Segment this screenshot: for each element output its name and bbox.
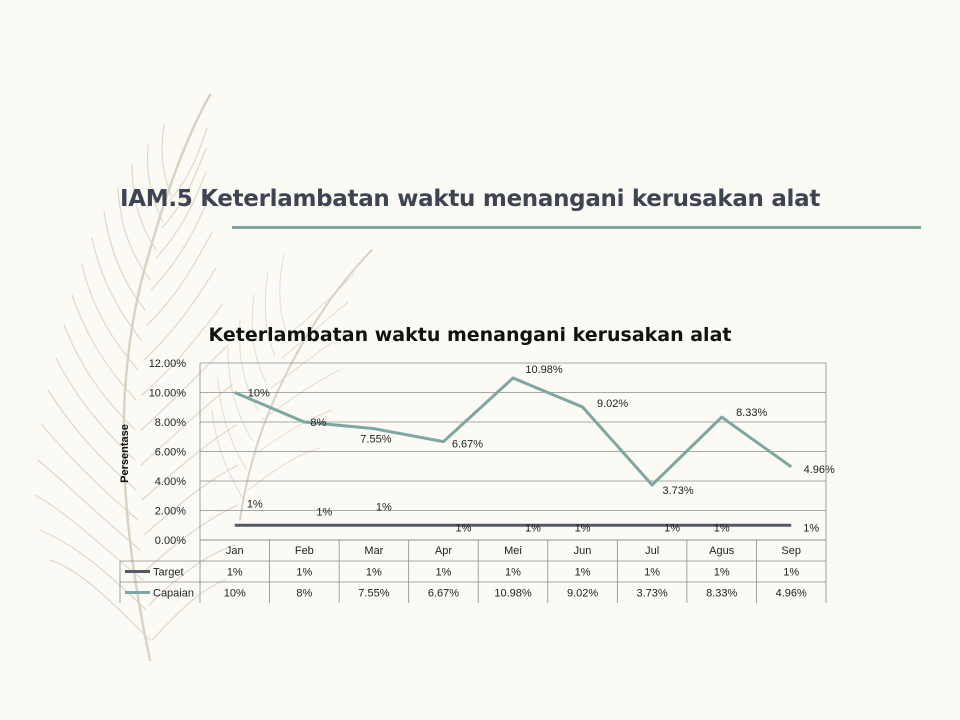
table-cell: 3.73%: [636, 587, 668, 600]
table-cell: 8.33%: [706, 587, 738, 600]
y-axis-label: Persentase: [119, 424, 131, 483]
table-cell: 6.67%: [427, 587, 460, 600]
table-cell: 1%: [365, 566, 382, 579]
legend-label-target: Target: [153, 566, 184, 579]
table-cell: 1%: [713, 566, 730, 579]
y-tick-label: 4.00%: [154, 476, 186, 488]
x-tick-label: Mar: [364, 545, 384, 557]
table-cell: 1%: [435, 566, 452, 579]
series-line-capaian: [235, 378, 791, 485]
y-tick-label: 6.00%: [154, 446, 186, 459]
data-label-capaian: 8%: [310, 417, 327, 429]
table-cell: 1%: [226, 566, 243, 579]
x-tick-label: Jul: [645, 545, 660, 557]
data-label-target: 1%: [455, 522, 472, 535]
chart-title: Keterlambatan waktu menangani kerusakan alat: [208, 324, 732, 346]
y-tick-label: 8.00%: [154, 417, 186, 429]
data-label-target: 1%: [574, 522, 591, 535]
x-tick-label: Jan: [225, 545, 244, 557]
data-label-target: 1%: [316, 506, 333, 519]
data-label-target: 1%: [525, 522, 541, 535]
x-tick-label: Jun: [573, 545, 592, 557]
data-label-target: 1%: [246, 498, 263, 511]
data-label-capaian: 3.73%: [662, 484, 694, 497]
data-label-capaian: 10.98%: [525, 364, 563, 377]
table-cell: 1%: [505, 566, 521, 579]
data-label-target: 1%: [713, 522, 730, 535]
table-cell: 9.02%: [566, 587, 599, 600]
data-label-capaian: 10%: [247, 387, 270, 400]
data-label-capaian: 8.33%: [736, 407, 768, 420]
x-tick-label: Mei: [504, 545, 522, 557]
y-tick-label: 2.00%: [154, 505, 186, 518]
data-label-capaian: 4.96%: [803, 463, 835, 476]
legend-label-capaian: Capaian: [153, 587, 194, 600]
y-tick-label: 0.00%: [154, 535, 186, 547]
table-cell: 7.55%: [358, 587, 390, 600]
table-cell: 10.98%: [494, 587, 532, 600]
table-cell: 10%: [223, 587, 246, 600]
data-label-target: 1%: [664, 522, 681, 535]
table-cell: 1%: [574, 566, 591, 579]
x-tick-label: Feb: [294, 545, 314, 557]
y-tick-label: 10.00%: [148, 387, 186, 400]
table-cell: 1%: [783, 566, 800, 579]
data-label-capaian: 9.02%: [596, 397, 629, 410]
table-cell: 4.96%: [775, 587, 807, 600]
x-tick-label: Agus: [709, 545, 735, 557]
data-label-capaian: 7.55%: [360, 433, 392, 446]
table-cell: 8%: [296, 587, 313, 600]
data-label-capaian: 6.67%: [451, 438, 484, 451]
table-cell: 1%: [296, 566, 313, 579]
y-tick-label: 12.00%: [148, 358, 186, 370]
data-label-target: 1%: [803, 522, 820, 535]
x-tick-label: Apr: [434, 545, 453, 557]
x-tick-label: Sep: [781, 545, 802, 557]
data-label-target: 1%: [375, 501, 392, 514]
table-cell: 1%: [644, 566, 661, 579]
slide-title: IAM.5 Keterlambatan waktu menangani kerusakan alat: [120, 186, 821, 212]
